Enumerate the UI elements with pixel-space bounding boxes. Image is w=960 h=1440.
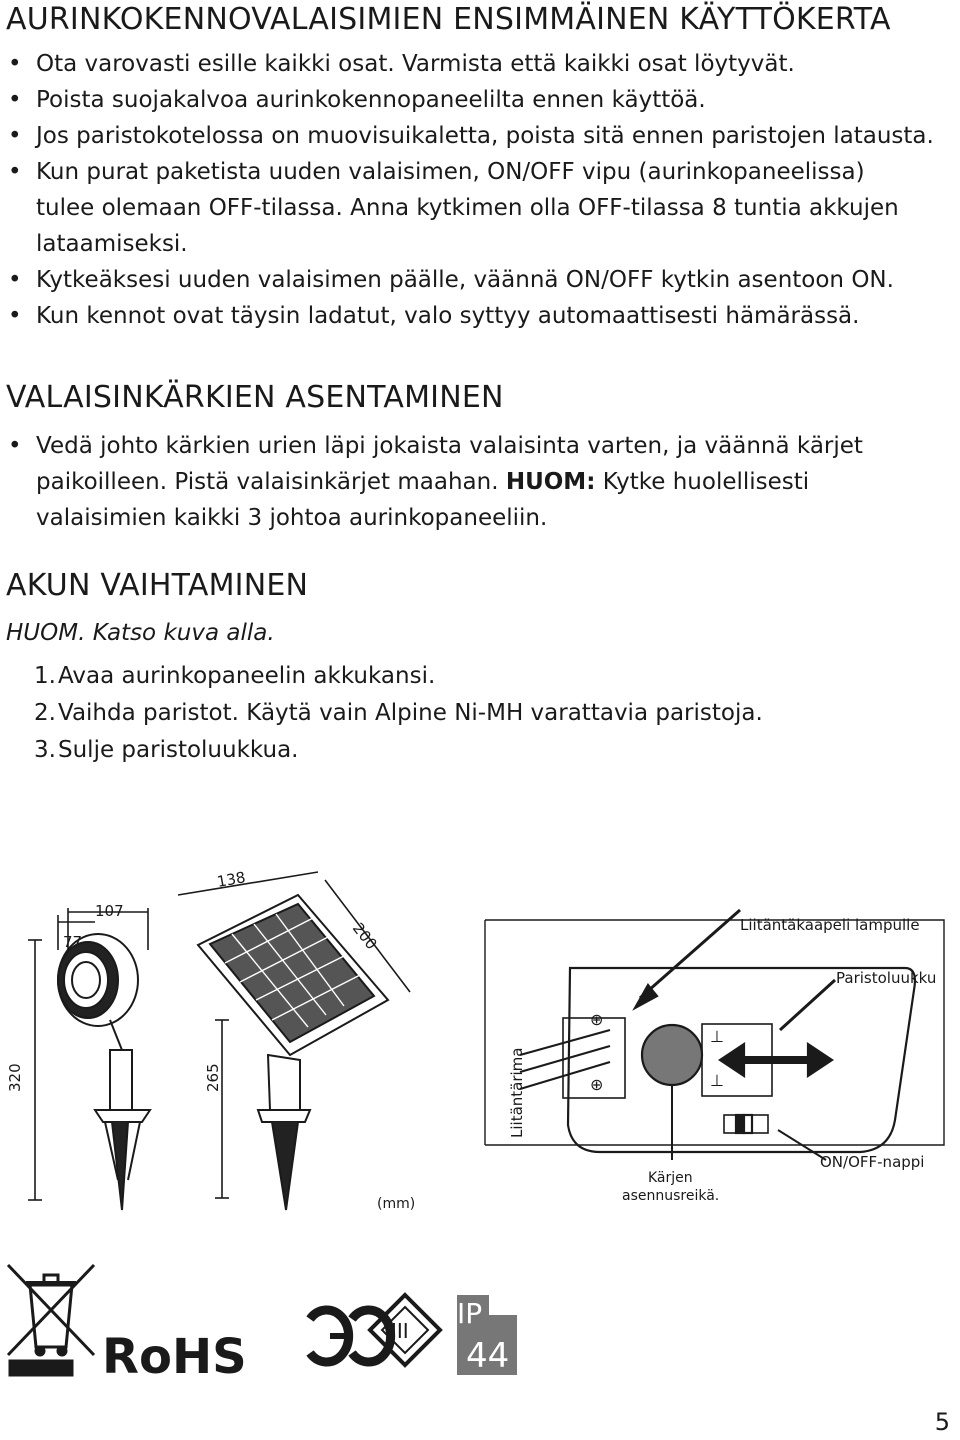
step-item	[0, 658, 763, 695]
spotlight-illustration	[58, 934, 150, 1210]
step-item	[0, 695, 763, 732]
stake-install-list	[0, 428, 930, 536]
dim-label-107: 107	[95, 902, 124, 920]
dim-label-200: 200	[348, 919, 381, 954]
label-switch: ON/OFF-nappi	[820, 1153, 925, 1171]
list-item: • Kun purat paketista uuden valaisimen, ON/OFF vipu (aurinkopaneelissa) tulee olemaan OFF-tilassa. Anna kytkimen olla OFF-tilassa 8 tuntia akkujen lataamiseksi.	[0, 154, 916, 262]
label-hole-line1: Kärjen	[648, 1170, 693, 1186]
section-title-battery-replace: AKUN VAIHTAMINEN	[6, 568, 309, 603]
list-item	[0, 428, 930, 536]
svg-text:⊕: ⊕	[590, 1075, 604, 1094]
instruction-text: Vedä johto kärkien urien läpi jokaista valaisinta varten, ja väännä kärjet paikoilleen. Pistä valaisinkärjet maahan.	[36, 433, 863, 495]
label-battery-door: Paristoluukku	[836, 969, 937, 987]
compliance-symbols	[0, 1255, 960, 1385]
list-item: • Jos paristokotelossa on muovisuikaletta, poista sitä ennen paristojen latausta.	[0, 118, 950, 154]
step-number: 3.	[34, 737, 56, 763]
note-text: HUOM. Katso kuva alla.	[6, 620, 275, 646]
dim-label-138: 138	[215, 868, 247, 891]
svg-text:⊥: ⊥	[710, 1027, 724, 1046]
label-cable: Liitäntäkaapeli lampulle	[740, 916, 920, 934]
dim-label-77: 77	[63, 933, 83, 951]
first-use-list	[0, 46, 950, 334]
step-number: 1.	[34, 663, 56, 689]
section-title-stake-install: VALAISINKÄRKIEN ASENTAMINEN	[6, 380, 504, 415]
page-number: 5	[934, 1408, 950, 1436]
class-iii-label: III	[391, 1319, 409, 1343]
list-item: • Poista suojakalvoa aurinkokennopaneelilta ennen käyttöä.	[0, 82, 950, 118]
battery-steps	[0, 658, 763, 769]
weee-bin-icon	[8, 1265, 94, 1375]
step-text: Sulje paristoluukkua.	[58, 737, 299, 763]
list-item: • Kun kennot ovat täysin ladatut, valo syttyy automaattisesti hämärässä.	[0, 298, 950, 334]
unit-label: (mm)	[377, 1196, 416, 1212]
instruction-text: Kytke huolellisesti valaisimien kaikki 3 johtoa aurinkopaneeliin.	[36, 469, 810, 531]
list-item: • Kytkeäksesi uuden valaisimen päälle, väännä ON/OFF kytkin asentoon ON.	[0, 262, 950, 298]
label-terminal: Liitäntärima	[508, 1047, 526, 1138]
svg-text:⊥: ⊥	[710, 1071, 724, 1090]
ip-rating: 44	[466, 1336, 510, 1376]
step-text: Avaa aurinkopaneelin akkukansi.	[58, 663, 436, 689]
label-hole-line2: asennusreikä.	[622, 1188, 720, 1204]
product-diagram	[0, 860, 960, 1220]
list-item: • Ota varovasti esille kaikki osat. Varmista että kaikki osat löytyvät.	[0, 46, 950, 82]
dim-line-138	[178, 872, 318, 895]
ip-prefix: IP	[457, 1297, 483, 1330]
dim-label-265: 265	[204, 1063, 222, 1092]
dim-label-320: 320	[6, 1063, 24, 1092]
rohs-mark: RoHS	[102, 1329, 247, 1385]
svg-text:⊕: ⊕	[590, 1010, 604, 1029]
note-label: HUOM:	[505, 469, 596, 495]
section-title-first-use: AURINKOKENNOVALAISIMIEN ENSIMMÄINEN KÄYTTÖKERTA	[6, 2, 891, 37]
step-number: 2.	[34, 700, 56, 726]
step-item	[0, 732, 763, 769]
step-text: Vaihda paristot. Käytä vain Alpine Ni-MH varattavia paristoja.	[58, 700, 763, 726]
